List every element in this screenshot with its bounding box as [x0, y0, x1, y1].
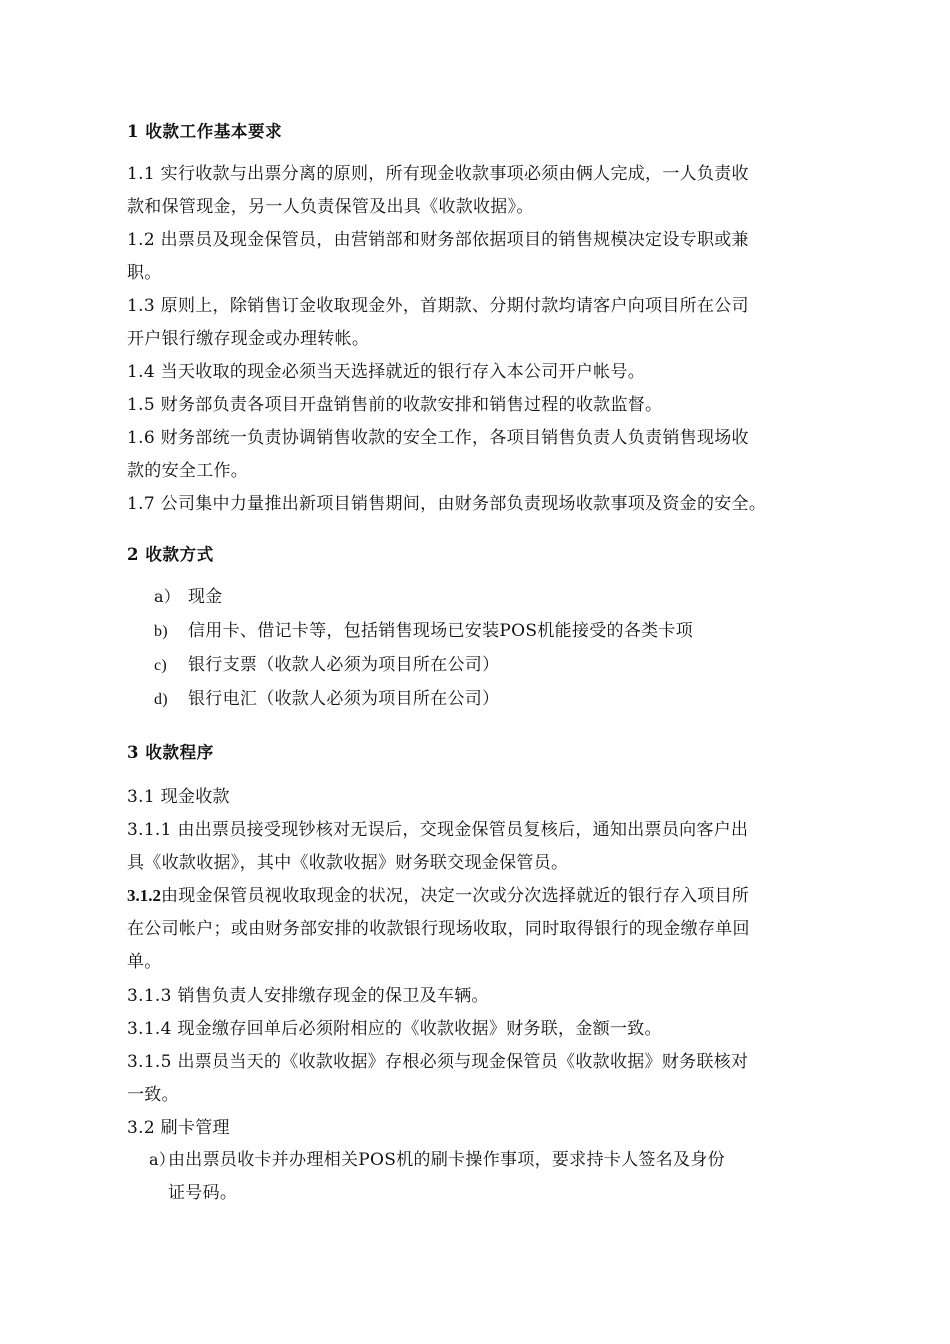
- list-item: [154, 619, 693, 644]
- paragraph-line: 开户银行缴存现金或办理转帐。: [127, 329, 370, 349]
- list-item: [154, 585, 223, 609]
- list-item: [154, 653, 499, 678]
- paragraph-line: 3.2 刷卡管理: [127, 1118, 230, 1138]
- list-item: [154, 687, 499, 712]
- paragraph-line: 3.1.3 销售负责人安排缴存现金的保卫及车辆。: [127, 986, 489, 1006]
- paragraph-line: 款的安全工作。: [127, 461, 249, 481]
- paragraph-line: 职。: [127, 263, 162, 283]
- paragraph-line: 具《收款收据》，其中《收款收据》财务联交现金保管员。: [127, 853, 569, 873]
- paragraph-line: 1.1 实行收款与出票分离的原则，所有现金收款事项必须由俩人完成，一人负责收: [127, 164, 749, 184]
- paragraph-line: 1.5 财务部负责各项目开盘销售前的收款安排和销售过程的收款监督。: [127, 395, 663, 415]
- list-item-text: 银行电汇（收款人必须为项目所在公司）: [188, 689, 500, 709]
- paragraph-line: 3.1.1 由出票员接受现钞核对无误后，交现金保管员复核后，通知出票员向客户出: [127, 820, 749, 840]
- section-heading-1: 1 收款工作基本要求: [127, 122, 283, 141]
- paragraph-line: 3.1.4 现金缴存回单后必须附相应的《收款收据》财务联，金额一致。: [127, 1019, 662, 1039]
- clause-number: 3.1.2: [127, 886, 161, 905]
- paragraph-line: 3.1 现金收款: [127, 787, 230, 807]
- paragraph-line: 3.1.5 出票员当天的《收款收据》存根必须与现金保管员《收款收据》财务联核对: [127, 1052, 749, 1072]
- paragraph-line: 款和保管现金，另一人负责保管及出具《收款收据》。: [127, 197, 534, 217]
- paragraph-line: 1.4 当天收取的现金必须当天选择就近的银行存入本公司开户帐号。: [127, 362, 646, 382]
- paragraph-line: 1.6 财务部统一负责协调销售收款的安全工作，各项目销售负责人负责销售现场收: [127, 428, 749, 448]
- list-item-text: 由出票员收卡并办理相关POS机的刷卡操作事项，要求持卡人签名及身份: [168, 1150, 725, 1170]
- paragraph-line: 1.2 出票员及现金保管员，由营销部和财务部依据项目的销售规模决定设专职或兼: [127, 230, 749, 250]
- clause-text: 由现金保管员视收取现金的状况，决定一次或分次选择就近的银行存入项目所: [161, 886, 750, 906]
- list-item-text: 现金: [188, 587, 223, 607]
- list-marker: d): [154, 691, 168, 708]
- list-marker: b): [154, 623, 168, 640]
- list-item-continuation: 证号码。: [168, 1183, 238, 1203]
- paragraph-line: 在公司帐户；或由财务部安排的收款银行现场收取，同时取得银行的现金缴存单回: [127, 919, 750, 939]
- section-heading-3: 3 收款程序: [127, 743, 214, 762]
- list-marker: a）: [149, 1150, 176, 1169]
- paragraph-line: 1.3 原则上，除销售订金收取现金外，首期款、分期付款均请客户向项目所在公司: [127, 296, 749, 316]
- section-heading-2: 2 收款方式: [127, 545, 214, 564]
- paragraph-line: 单。: [127, 952, 162, 972]
- list-item-text: 银行支票（收款人必须为项目所在公司）: [188, 655, 500, 675]
- list-marker: c): [154, 657, 168, 674]
- list-marker: a）: [154, 587, 181, 606]
- list-item-text: 信用卡、借记卡等，包括销售现场已安装POS机能接受的各类卡项: [188, 621, 694, 641]
- paragraph-line: [127, 884, 749, 908]
- paragraph-line: 一致。: [127, 1085, 179, 1105]
- paragraph-line: 1.7 公司集中力量推出新项目销售期间，由财务部负责现场收款事项及资金的安全。: [127, 494, 767, 514]
- list-item: [149, 1148, 725, 1172]
